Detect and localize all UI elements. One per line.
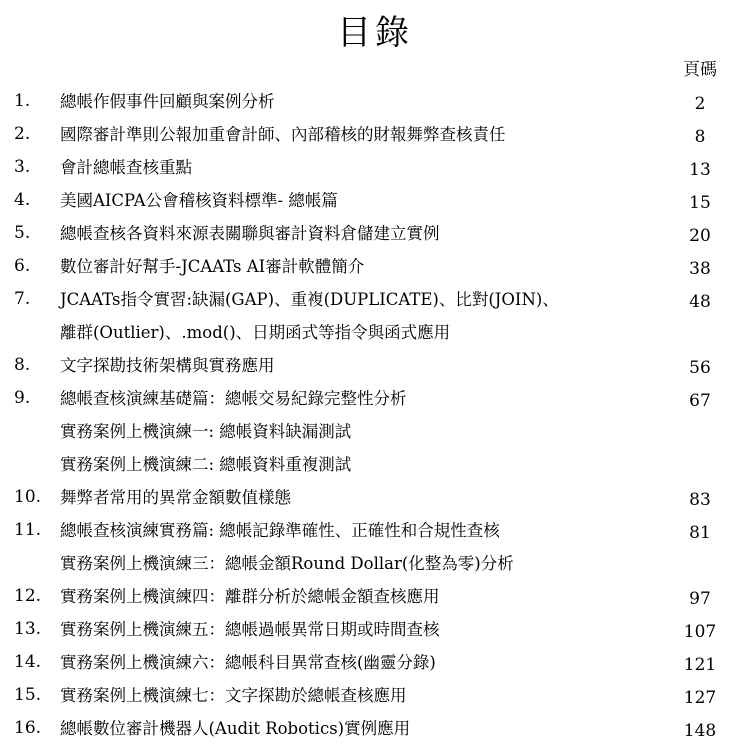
toc-row bbox=[0, 448, 750, 481]
toc-title: 國際審計準則公報加重會計師、內部稽核的財報舞弊查核責任 bbox=[60, 125, 506, 144]
toc-number: 7. bbox=[14, 289, 31, 309]
toc-title: 文字探勘技術架構與實務應用 bbox=[60, 356, 275, 375]
toc-number: 2. bbox=[14, 124, 31, 144]
toc-number: 10. bbox=[14, 487, 42, 507]
toc-page: 13 bbox=[689, 160, 711, 180]
toc-page: 20 bbox=[689, 226, 711, 246]
toc-number: 13. bbox=[14, 619, 42, 639]
toc-title: JCAATs指令實習:缺漏(GAP)、重複(DUPLICATE)、比對(JOIN)、 bbox=[60, 290, 559, 309]
toc-title: 實務案例上機演練三：總帳金額Round Dollar(化整為零)分析 bbox=[60, 554, 514, 573]
toc-title: 實務案例上機演練二: 總帳資料重複測試 bbox=[60, 455, 352, 474]
toc-row bbox=[0, 613, 750, 646]
toc-title: 總帳作假事件回顧與案例分析 bbox=[60, 92, 275, 111]
toc-title: 實務案例上機演練一: 總帳資料缺漏測試 bbox=[60, 422, 352, 441]
toc-page: 38 bbox=[689, 259, 711, 279]
toc-title: 總帳數位審計機器人(Audit Robotics)實例應用 bbox=[60, 719, 411, 738]
page-title: 目錄 bbox=[337, 13, 413, 53]
toc-page: 67 bbox=[689, 391, 711, 411]
toc-title: 離群(Outlier)、.mod()、日期函式等指令與函式應用 bbox=[60, 323, 451, 342]
toc-number: 16. bbox=[14, 718, 42, 738]
toc-number: 8. bbox=[14, 355, 31, 375]
toc-title: 實務案例上機演練七：文字探勘於總帳查核應用 bbox=[60, 686, 407, 705]
toc-row bbox=[0, 547, 750, 580]
toc-row bbox=[0, 349, 750, 382]
toc-page: 48 bbox=[689, 292, 711, 312]
toc-number: 14. bbox=[14, 652, 42, 672]
toc-row bbox=[0, 514, 750, 547]
toc-row bbox=[0, 118, 750, 151]
toc-number: 1. bbox=[14, 91, 31, 111]
toc-page: 15 bbox=[689, 193, 711, 213]
toc-number: 11. bbox=[14, 520, 42, 540]
toc-title: 實務案例上機演練四：離群分析於總帳金額查核應用 bbox=[60, 587, 440, 606]
toc-row bbox=[0, 580, 750, 613]
toc-row bbox=[0, 250, 750, 283]
toc-number: 4. bbox=[14, 190, 31, 210]
toc-row bbox=[0, 415, 750, 448]
toc-number: 3. bbox=[14, 157, 31, 177]
toc-title: 數位審計好幫手-JCAATs AI審計軟體簡介 bbox=[60, 257, 365, 276]
toc-title: 總帳查核演練實務篇: 總帳記錄準確性、正確性和合規性查核 bbox=[60, 521, 500, 540]
toc-page: 8 bbox=[694, 127, 706, 147]
toc-number: 5. bbox=[14, 223, 31, 243]
toc-page: 56 bbox=[689, 358, 711, 378]
toc-row bbox=[0, 382, 750, 415]
toc-row bbox=[0, 85, 750, 118]
toc-number: 9. bbox=[14, 388, 31, 408]
toc-title: 實務案例上機演練六：總帳科目異常查核(幽靈分錄) bbox=[60, 653, 436, 672]
toc-row bbox=[0, 283, 750, 316]
toc-title: 總帳查核演練基礎篇：總帳交易紀錄完整性分析 bbox=[60, 389, 407, 408]
toc-row bbox=[0, 646, 750, 679]
toc-number: 6. bbox=[14, 256, 31, 276]
toc-number: 12. bbox=[14, 586, 42, 606]
page-number-header: 頁碼 bbox=[683, 60, 717, 80]
toc-number: 15. bbox=[14, 685, 42, 705]
toc-page: 2 bbox=[694, 94, 706, 114]
toc-page: 81 bbox=[689, 523, 711, 543]
toc-row bbox=[0, 679, 750, 712]
toc-row bbox=[0, 151, 750, 184]
toc-row bbox=[0, 481, 750, 514]
toc-row bbox=[0, 712, 750, 745]
toc-page: 97 bbox=[689, 589, 711, 609]
toc-page: 83 bbox=[689, 490, 711, 510]
toc-row bbox=[0, 217, 750, 250]
toc-title: 舞弊者常用的異常金額數值樣態 bbox=[60, 488, 291, 507]
toc-title: 實務案例上機演練五：總帳過帳異常日期或時間查核 bbox=[60, 620, 440, 639]
toc-row bbox=[0, 316, 750, 349]
toc-title: 總帳查核各資料來源表關聯與審計資料倉儲建立實例 bbox=[60, 224, 440, 243]
toc-row bbox=[0, 184, 750, 217]
toc-page: 121 bbox=[683, 655, 717, 675]
toc-page: 148 bbox=[683, 721, 717, 741]
toc-page: 107 bbox=[683, 622, 717, 642]
toc-title: 美國AICPA公會稽核資料標準- 總帳篇 bbox=[60, 191, 338, 210]
toc-page: 127 bbox=[683, 688, 717, 708]
table-of-contents bbox=[0, 85, 750, 745]
toc-title: 會計總帳查核重點 bbox=[60, 158, 192, 177]
